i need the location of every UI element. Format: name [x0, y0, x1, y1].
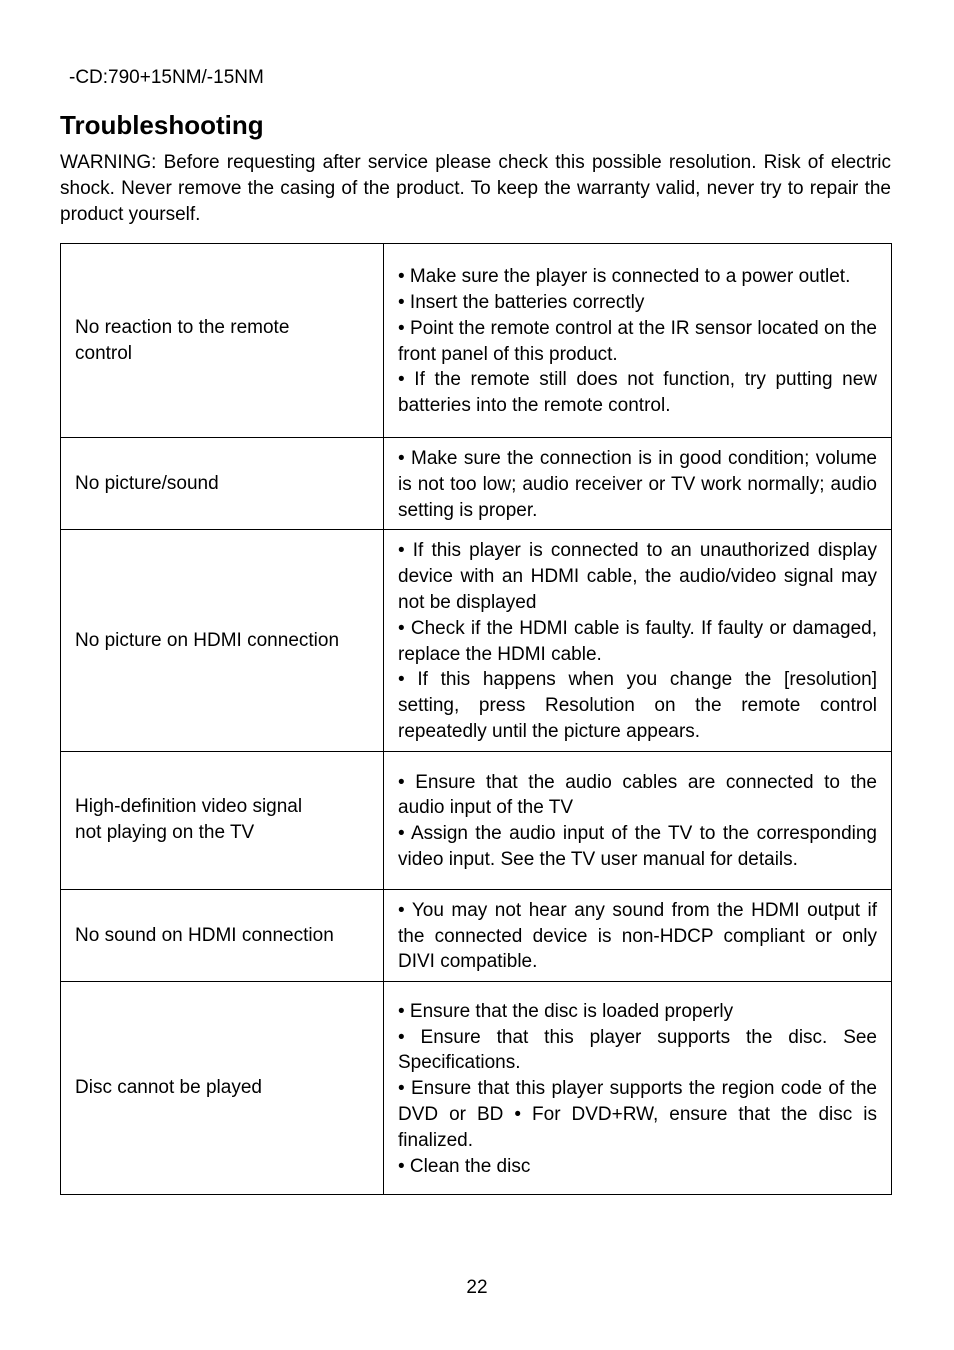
problem-cell: High-definition video signal not playing on the TV — [61, 751, 384, 889]
solution-cell — [384, 982, 892, 1195]
solution-item: • Assign the audio input of the TV to the corresponding video input. See the TV user manual for details. — [398, 823, 877, 871]
problem-cell: No picture on HDMI connection — [61, 530, 384, 751]
solution-item: • Insert the batteries correctly — [398, 291, 645, 313]
table-row — [61, 751, 892, 889]
solution-cell — [384, 751, 892, 889]
table-row — [61, 438, 892, 530]
solution-item: • Clean the disc — [398, 1155, 531, 1177]
solution-item: • If the remote still does not function, try putting new batteries into the remote control. — [398, 369, 877, 417]
solution-item: • Ensure that the disc is loaded properly — [398, 1000, 734, 1022]
solution-cell — [384, 244, 892, 438]
problem-cell: Disc cannot be played — [61, 982, 384, 1195]
solution-item: • Make sure the player is connected to a power outlet. — [398, 266, 851, 288]
problem-cell: No reaction to the remote control — [61, 244, 384, 438]
solution-cell — [384, 438, 892, 530]
solution-cell — [384, 530, 892, 751]
solution-item: • If this player is connected to an unauthorized display device with an HDMI cable, the audio/video signal may not be displayed — [398, 540, 877, 613]
solution-item: • Check if the HDMI cable is faulty. If faulty or damaged, replace the HDMI cable. — [398, 617, 877, 665]
table-row — [61, 530, 892, 751]
solution-item: • You may not hear any sound from the HDMI output if the connected device is non-HDCP compliant or only DIVI compatible. — [398, 899, 877, 973]
page-number: 22 — [466, 1277, 488, 1298]
problem-cell: No picture/sound — [61, 438, 384, 530]
solution-item: • Point the remote control at the IR sensor located on the front panel of this product. — [398, 317, 877, 365]
model-number-line: -CD:790+15NM/-15NM — [69, 67, 264, 88]
troubleshooting-table — [60, 243, 892, 1195]
problem-cell: No sound on HDMI connection — [61, 889, 384, 981]
solution-item: • Ensure that this player supports the disc. See Specifications. — [398, 1026, 877, 1074]
table-row — [61, 982, 892, 1195]
solution-item: • If this happens when you change the [resolution] setting, press Resolution on the remote control repeatedly until the picture appears. — [398, 669, 877, 742]
page-title: Troubleshooting — [60, 110, 264, 140]
table-row — [61, 889, 892, 981]
solution-cell — [384, 889, 892, 981]
solution-item: • Ensure that this player supports the region code of the DVD or BD • For DVD+RW, ensure that the disc is finalized. — [398, 1078, 877, 1151]
warning-paragraph: WARNING: Before requesting after service please check this possible resolution. Risk of electric shock. Never remove the casing of the product. To keep the warranty valid, never try to repair the product yourself. — [60, 152, 891, 225]
solution-item: • Ensure that the audio cables are connected to the audio input of the TV — [398, 771, 877, 819]
solution-item: • Make sure the connection is in good condition; volume is not too low; audio receiver or TV work normally; audio setting is proper. — [398, 448, 877, 521]
table-row — [61, 244, 892, 438]
